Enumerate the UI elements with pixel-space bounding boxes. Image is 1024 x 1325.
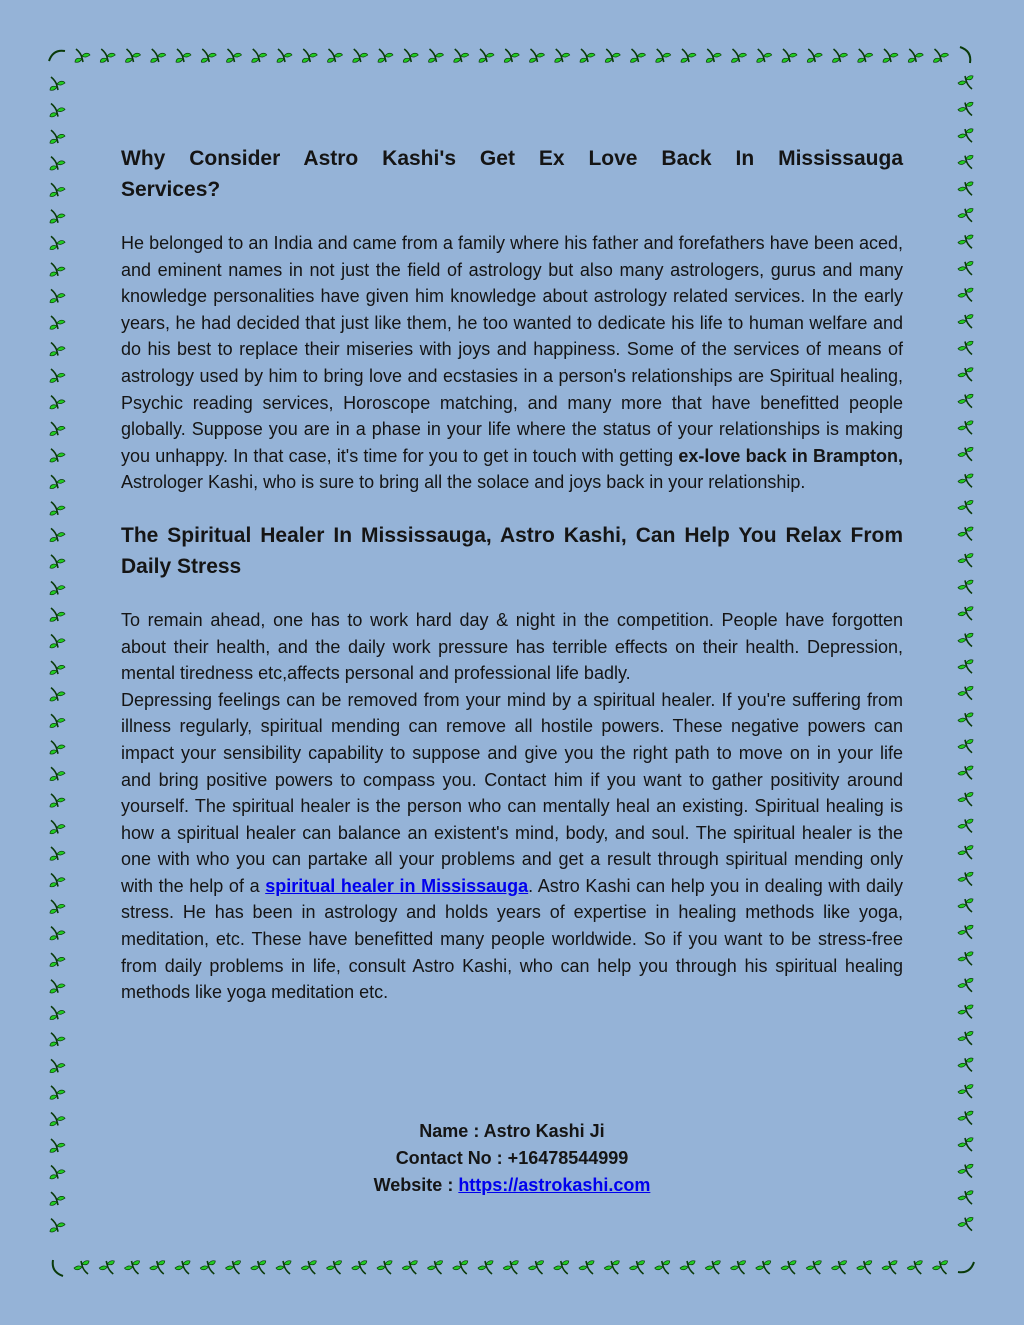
leaf-vine-icon	[958, 819, 973, 832]
leaf-vine-icon	[833, 49, 848, 62]
leaf-vine-icon	[126, 49, 141, 62]
leaf-vine-icon	[50, 635, 65, 648]
leaf-vine-icon	[933, 1261, 948, 1274]
section-paragraph-healing	[121, 687, 903, 1006]
leaf-vine-icon	[907, 1261, 922, 1274]
leaf-vine-icon	[50, 343, 65, 356]
corner-vine-icon	[49, 51, 65, 61]
leaf-vine-icon	[958, 315, 973, 328]
leaf-vine-icon	[958, 580, 973, 593]
leaf-vine-icon	[377, 1261, 392, 1274]
leaf-vine-icon	[352, 1261, 367, 1274]
leaf-vine-icon	[125, 1261, 140, 1274]
leaf-vine-icon	[958, 129, 973, 142]
leaf-vine-icon	[50, 396, 65, 409]
leaf-vine-icon	[781, 1261, 796, 1274]
leaf-vine-icon	[731, 1261, 746, 1274]
leaf-vine-icon	[50, 900, 65, 913]
leaf-vine-icon	[958, 739, 973, 752]
leaf-vine-icon	[50, 210, 65, 223]
leaf-vine-icon	[958, 368, 973, 381]
leaf-vine-icon	[50, 263, 65, 276]
leaf-vine-icon	[50, 502, 65, 515]
leaf-vine-icon	[50, 1059, 65, 1072]
leaf-vine-icon	[50, 820, 65, 833]
leaf-vine-icon	[50, 927, 65, 940]
leaf-vine-icon	[75, 49, 90, 62]
leaf-vine-icon	[227, 49, 242, 62]
leaf-vine-icon	[276, 1261, 291, 1274]
leaf-vine-icon	[200, 1261, 215, 1274]
leaf-vine-icon	[175, 1261, 190, 1274]
leaf-vine-icon	[504, 49, 519, 62]
leaf-vine-icon	[958, 633, 973, 646]
leaf-vine-icon	[604, 1261, 619, 1274]
leaf-vine-icon	[705, 1261, 720, 1274]
leaf-vine-icon	[782, 49, 797, 62]
leaf-vine-icon	[453, 1261, 468, 1274]
leaf-vine-icon	[605, 49, 620, 62]
section-paragraph-stress: To remain ahead, one has to work hard day & night in the competition. People have forgotten about their health, and the daily work pressure has terrible effects on their health. Depression, mental tiredness etc,affects personal and professional life badly.	[121, 609, 903, 684]
leaf-vine-icon	[99, 1261, 114, 1274]
leaf-vine-icon	[503, 1261, 518, 1274]
website-label: Website :	[373, 1175, 459, 1195]
leaf-vine-icon	[958, 288, 973, 301]
leaf-vine-icon	[378, 49, 393, 62]
leaf-vine-icon	[882, 1261, 897, 1274]
paragraph-text: Depressing feelings can be removed from your mind by a spiritual healer. If you're suffering from illness regularly, spiritual mending can remove all hostile powers. These negative powers can impact your sensibility capability to suppose and give you the right path to move on in your life and bring positive powers to compass you. Contact him if you want to gather positivity around yourself. The spiritual healer is the person who can mentally heal an existing. Spiritual healing is how a spiritual healer can balance an existent's mind, body, and soul. The spiritual healer is the one with who you can partake all your problems and get a result through spiritual mending only with the help of a	[121, 689, 903, 896]
leaf-vine-icon	[50, 77, 65, 90]
leaf-vine-icon	[706, 49, 721, 62]
main-content	[121, 143, 903, 1006]
corner-vine-icon	[960, 47, 970, 63]
leaf-vine-icon	[958, 1217, 973, 1230]
leaf-vine-icon	[958, 766, 973, 779]
contact-phone: Contact No : +16478544999	[395, 1148, 629, 1168]
leaf-vine-icon	[50, 157, 65, 170]
leaf-vine-icon	[529, 1261, 544, 1274]
leaf-vine-icon	[50, 475, 65, 488]
leaf-vine-icon	[403, 49, 418, 62]
leaf-vine-icon	[252, 49, 267, 62]
leaf-vine-icon	[327, 1261, 342, 1274]
leaf-vine-icon	[958, 978, 973, 991]
leaf-vine-icon	[883, 49, 898, 62]
leaf-vine-icon	[50, 316, 65, 329]
leaf-vine-icon	[958, 792, 973, 805]
leaf-vine-icon	[50, 1086, 65, 1099]
contact-website	[0, 1172, 1024, 1199]
bold-keyword: ex-love back in Brampton,	[678, 445, 903, 466]
leaf-vine-icon	[681, 49, 696, 62]
leaf-vine-icon	[958, 447, 973, 460]
leaf-vine-icon	[958, 527, 973, 540]
leaf-vine-icon	[402, 1261, 417, 1274]
corner-vine-icon	[53, 1260, 63, 1276]
section-paragraph-about	[121, 230, 903, 496]
contact-name: Name : Astro Kashi Ji	[419, 1121, 605, 1141]
leaf-vine-icon	[50, 130, 65, 143]
leaf-vine-icon	[630, 1261, 645, 1274]
website-link[interactable]: https://astrokashi.com	[458, 1175, 651, 1195]
leaf-vine-icon	[958, 102, 973, 115]
leaf-vine-icon	[302, 49, 317, 62]
leaf-vine-icon	[958, 1058, 973, 1071]
leaf-vine-icon	[428, 1261, 443, 1274]
leaf-vine-icon	[958, 1031, 973, 1044]
leaf-vine-icon	[958, 261, 973, 274]
leaf-vine-icon	[50, 688, 65, 701]
leaf-vine-icon	[958, 952, 973, 965]
leaf-vine-icon	[958, 474, 973, 487]
leaf-vine-icon	[50, 449, 65, 462]
leaf-vine-icon	[50, 794, 65, 807]
leaf-vine-icon	[176, 49, 191, 62]
leaf-vine-icon	[756, 1261, 771, 1274]
leaf-vine-icon	[958, 500, 973, 513]
leaf-vine-icon	[732, 49, 747, 62]
leaf-vine-icon	[74, 1261, 89, 1274]
leaf-vine-icon	[50, 422, 65, 435]
leaf-vine-icon	[958, 713, 973, 726]
leaf-vine-icon	[680, 1261, 695, 1274]
leaf-vine-icon	[50, 767, 65, 780]
leaf-vine-icon	[50, 1006, 65, 1019]
leaf-vine-icon	[958, 607, 973, 620]
leaf-vine-icon	[50, 369, 65, 382]
leaf-vine-icon	[958, 182, 973, 195]
leaf-vine-icon	[50, 1033, 65, 1046]
leaf-vine-icon	[50, 608, 65, 621]
section-heading-spiritual-healer: The Spiritual Healer In Mississauga, Astro Kashi, Can Help You Relax From Daily Stress	[121, 523, 903, 578]
leaf-vine-icon	[958, 846, 973, 859]
leaf-vine-icon	[958, 1085, 973, 1098]
leaf-vine-icon	[757, 49, 772, 62]
leaf-vine-icon	[958, 872, 973, 885]
leaf-vine-icon	[353, 49, 368, 62]
leaf-vine-icon	[530, 49, 545, 62]
leaf-vine-icon	[958, 554, 973, 567]
leaf-vine-icon	[50, 528, 65, 541]
leaf-vine-icon	[806, 1261, 821, 1274]
leaf-vine-icon	[151, 49, 166, 62]
leaf-vine-icon	[858, 49, 873, 62]
leaf-vine-icon	[832, 1261, 847, 1274]
leaf-vine-icon	[50, 847, 65, 860]
leaf-vine-icon	[50, 714, 65, 727]
leaf-vine-icon	[958, 235, 973, 248]
leaf-vine-icon	[580, 49, 595, 62]
section-heading-ex-love: Why Consider Astro Kashi's Get Ex Love Back In Mississauga Services?	[121, 147, 903, 201]
leaf-vine-icon	[150, 1261, 165, 1274]
leaf-vine-icon	[251, 1261, 266, 1274]
leaf-vine-icon	[301, 1261, 316, 1274]
leaf-vine-icon	[958, 421, 973, 434]
corner-vine-icon	[958, 1262, 974, 1272]
leaf-vine-icon	[50, 661, 65, 674]
leaf-vine-icon	[555, 49, 570, 62]
leaf-vine-icon	[807, 49, 822, 62]
leaf-vine-icon	[934, 49, 949, 62]
leaf-vine-icon	[50, 980, 65, 993]
spiritual-healer-link[interactable]: spiritual healer in Mississauga	[265, 875, 529, 896]
leaf-vine-icon	[50, 953, 65, 966]
contact-block	[0, 1118, 1024, 1199]
paragraph-text: Astrologer Kashi, who is sure to bring all the solace and joys back in your relationship.	[121, 472, 806, 493]
leaf-vine-icon	[100, 49, 115, 62]
leaf-vine-icon	[50, 104, 65, 117]
leaf-vine-icon	[50, 874, 65, 887]
leaf-vine-icon	[328, 49, 343, 62]
leaf-vine-icon	[958, 925, 973, 938]
paragraph-text: . Astro Kashi can help you in dealing with daily stress. He has been in astrology and holds years of expertise in healing methods like yoga, meditation, etc. These have benefitted many people worldwide. So if you want to be stress-free from daily problems in life, consult Astro Kashi, who can help you through his spiritual healing methods like yoga meditation etc.	[121, 875, 903, 1003]
leaf-vine-icon	[656, 49, 671, 62]
leaf-vine-icon	[958, 341, 973, 354]
leaf-vine-icon	[226, 1261, 241, 1274]
leaf-vine-icon	[958, 155, 973, 168]
leaf-vine-icon	[201, 49, 216, 62]
leaf-vine-icon	[50, 289, 65, 302]
leaf-vine-icon	[655, 1261, 670, 1274]
leaf-vine-icon	[478, 1261, 493, 1274]
leaf-vine-icon	[958, 660, 973, 673]
leaf-vine-icon	[479, 49, 494, 62]
leaf-vine-icon	[958, 76, 973, 89]
paragraph-text: He belonged to an India and came from a family where his father and forefathers have been aced, and eminent names in not just the field of astrology but also many astrologers, gurus and many knowledge personalities have given him knowledge about astrology related services. In the early years, he had decided that just like them, he too wanted to dedicate his life to human welfare and do his best to replace their miseries with joys and happiness. Some of the services of means of astrology used by him to bring love and ecstasies in a person's relationships are Spiritual healing, Psychic reading services, Horoscope matching, and many more that have benefitted people globally. Suppose you are in a phase in your life where the status of your relationships is making you unhappy. In that case, it's time for you to get in touch with getting	[121, 233, 903, 466]
leaf-vine-icon	[554, 1261, 569, 1274]
leaf-vine-icon	[857, 1261, 872, 1274]
leaf-vine-icon	[958, 1005, 973, 1018]
leaf-vine-icon	[631, 49, 646, 62]
leaf-vine-icon	[429, 49, 444, 62]
leaf-vine-icon	[50, 741, 65, 754]
leaf-vine-icon	[277, 49, 292, 62]
leaf-vine-icon	[50, 555, 65, 568]
leaf-vine-icon	[958, 208, 973, 221]
leaf-vine-icon	[50, 581, 65, 594]
leaf-vine-icon	[454, 49, 469, 62]
leaf-vine-icon	[958, 686, 973, 699]
leaf-vine-icon	[50, 236, 65, 249]
leaf-vine-icon	[958, 394, 973, 407]
leaf-vine-icon	[908, 49, 923, 62]
leaf-vine-icon	[958, 899, 973, 912]
leaf-vine-icon	[50, 183, 65, 196]
leaf-vine-icon	[50, 1219, 65, 1232]
leaf-vine-icon	[579, 1261, 594, 1274]
